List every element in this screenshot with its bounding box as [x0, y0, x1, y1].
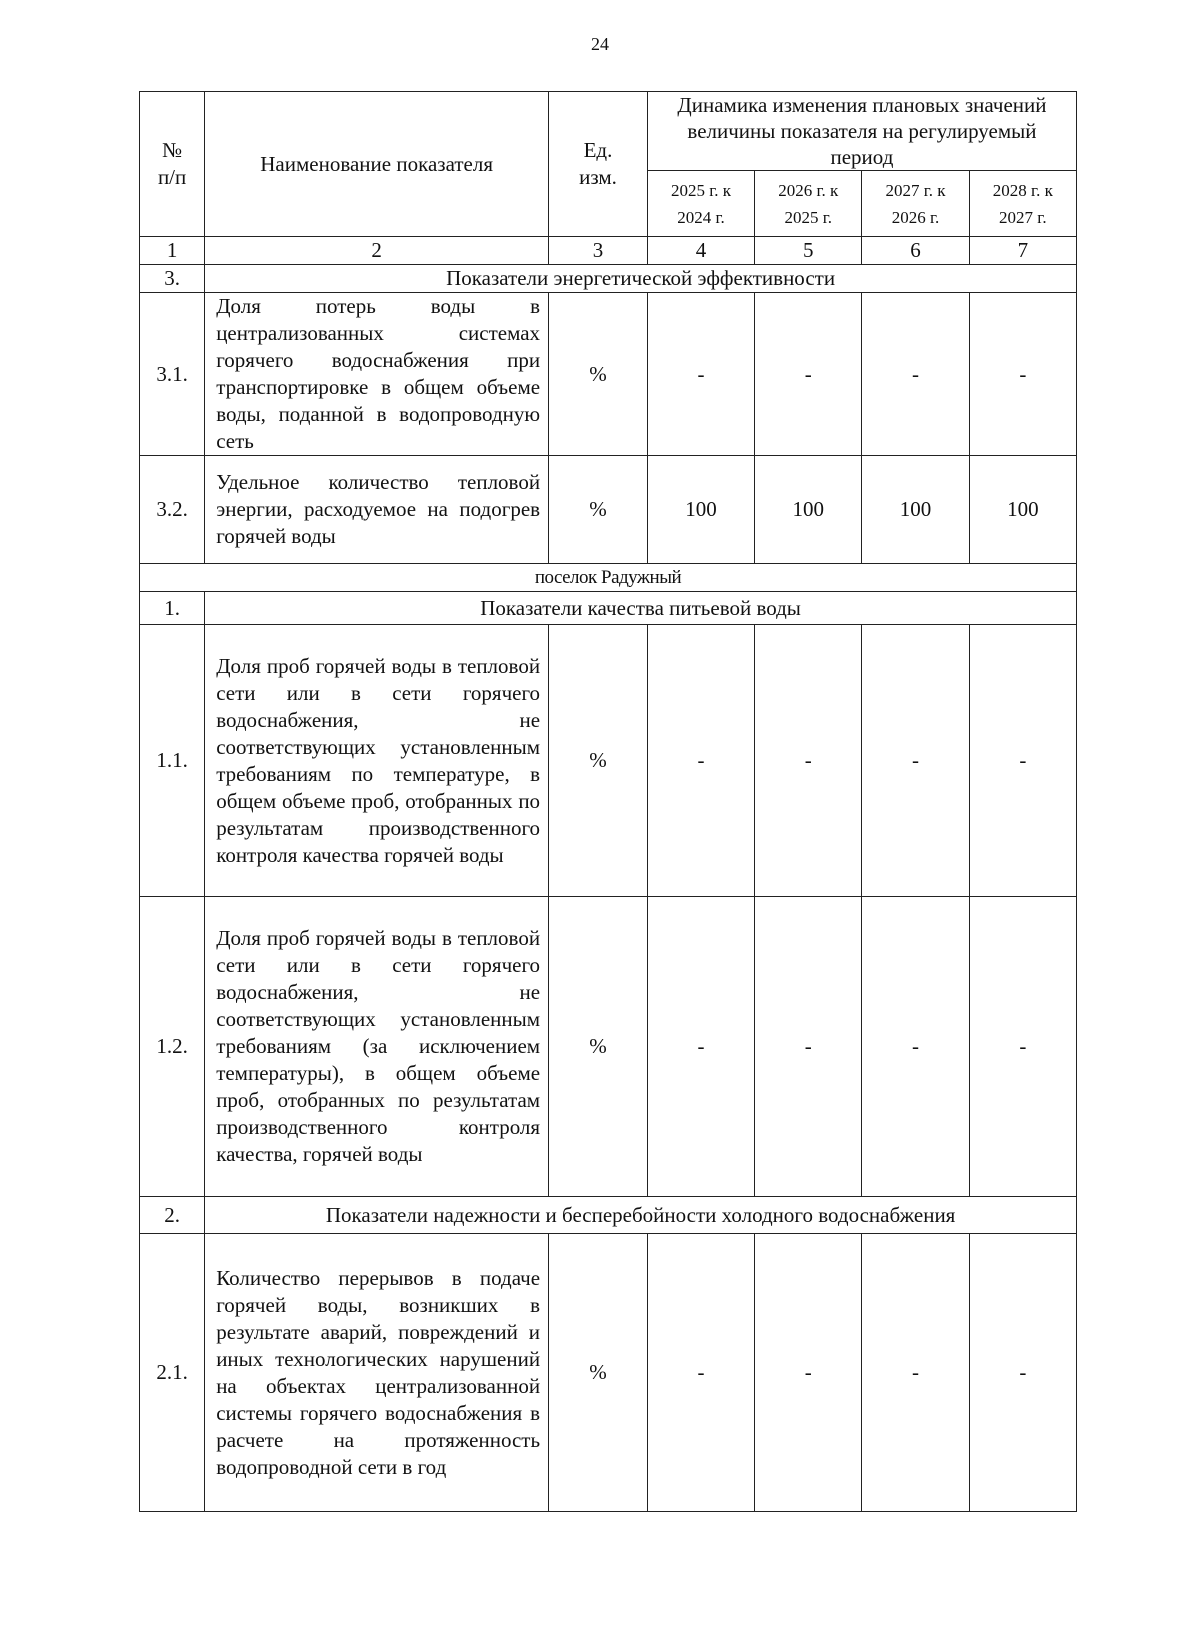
group-row	[140, 564, 1077, 592]
header-dynamics: Динамика изменения плановых значений величины показателя на регулируемый период	[647, 92, 1076, 171]
value-cell: -	[647, 1234, 754, 1512]
page-number: 24	[591, 34, 609, 54]
value-cell: 100	[647, 456, 754, 564]
group-title: поселок Радужный	[140, 564, 1077, 592]
value-cell: 100	[755, 456, 862, 564]
row-number: 3.2.	[140, 456, 205, 564]
value-cell: -	[969, 293, 1076, 456]
unit-cell: %	[549, 1234, 648, 1512]
header-name: Наименование показателя	[205, 92, 549, 237]
value-cell: -	[755, 897, 862, 1197]
unit-cell: %	[549, 456, 648, 564]
column-number: 3	[549, 237, 648, 265]
indicators-table	[139, 91, 1077, 1512]
section-row	[140, 592, 1077, 625]
column-numbers-row	[140, 237, 1077, 265]
section-number: 1.	[140, 592, 205, 625]
value-cell: -	[969, 625, 1076, 897]
value-cell: -	[647, 897, 754, 1197]
row-number: 2.1.	[140, 1234, 205, 1512]
row-number: 1.1.	[140, 625, 205, 897]
header-period-1: 2025 г. к 2024 г.	[647, 171, 754, 237]
value-cell: -	[969, 1234, 1076, 1512]
unit-cell: %	[549, 897, 648, 1197]
table-row	[140, 625, 1077, 897]
table-row	[140, 456, 1077, 564]
section-row	[140, 1197, 1077, 1234]
table-row	[140, 897, 1077, 1197]
value-cell: -	[862, 897, 969, 1197]
column-number: 7	[969, 237, 1076, 265]
section-number: 2.	[140, 1197, 205, 1234]
header-no: № п/п	[140, 92, 205, 237]
indicator-name: Доля проб горячей воды в тепловой сети или в сети горячего водоснабжения, не соответствующих установленным требованиям по температуре, в общем объеме проб, отобранных по результатам производственного контроля качества горячей воды	[205, 625, 549, 897]
value-cell: 100	[862, 456, 969, 564]
header-period-3: 2027 г. к 2026 г.	[862, 171, 969, 237]
row-number: 1.2.	[140, 897, 205, 1197]
value-cell: -	[969, 897, 1076, 1197]
row-number: 3.1.	[140, 293, 205, 456]
section-title: Показатели энергетической эффективности	[205, 265, 1077, 293]
value-cell: -	[755, 293, 862, 456]
header-period-4: 2028 г. к 2027 г.	[969, 171, 1076, 237]
header-unit: Ед. изм.	[549, 92, 648, 237]
indicator-name: Количество перерывов в подаче горячей воды, возникших в результате аварий, повреждений и иных технологических нарушений на объектах централизованной системы горячего водоснабжения в расчете на протяженность водопроводной сети в год	[205, 1234, 549, 1512]
header-period-2: 2026 г. к 2025 г.	[755, 171, 862, 237]
unit-cell: %	[549, 293, 648, 456]
indicator-name: Доля проб горячей воды в тепловой сети или в сети горячего водоснабжения, не соответствующих установленным требованиям (за исключением температуры), в общем объеме проб, отобранных по результатам производственного контроля качества, горячей воды	[205, 897, 549, 1197]
table-row	[140, 293, 1077, 456]
column-number: 6	[862, 237, 969, 265]
value-cell: 100	[969, 456, 1076, 564]
unit-cell: %	[549, 625, 648, 897]
value-cell: -	[647, 625, 754, 897]
value-cell: -	[862, 1234, 969, 1512]
indicator-name: Доля потерь воды в централизованных системах горячего водоснабжения при транспортировке в общем объеме воды, поданной в водопроводную сеть	[205, 293, 549, 456]
section-row	[140, 265, 1077, 293]
section-number: 3.	[140, 265, 205, 293]
column-number: 4	[647, 237, 754, 265]
section-title: Показатели качества питьевой воды	[205, 592, 1077, 625]
value-cell: -	[647, 293, 754, 456]
column-number: 1	[140, 237, 205, 265]
table-row	[140, 1234, 1077, 1512]
section-title: Показатели надежности и бесперебойности холодного водоснабжения	[205, 1197, 1077, 1234]
value-cell: -	[862, 293, 969, 456]
value-cell: -	[862, 625, 969, 897]
indicator-name: Удельное количество тепловой энергии, расходуемое на подогрев горячей воды	[205, 456, 549, 564]
column-number: 5	[755, 237, 862, 265]
column-number: 2	[205, 237, 549, 265]
value-cell: -	[755, 625, 862, 897]
value-cell: -	[755, 1234, 862, 1512]
